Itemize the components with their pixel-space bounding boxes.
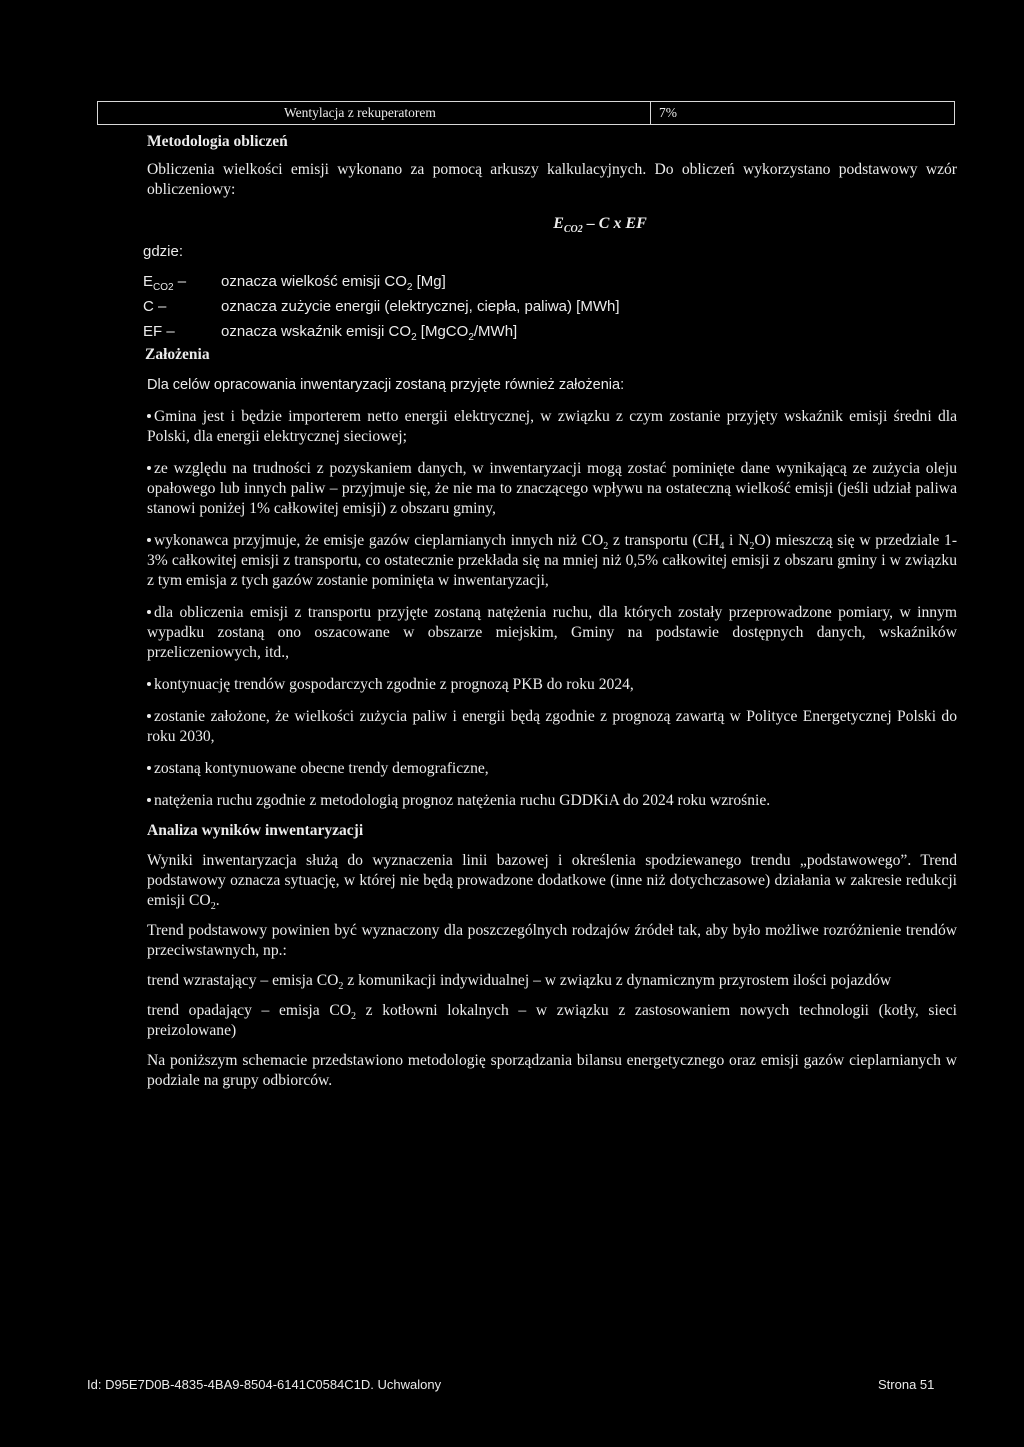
definition-text: oznacza wskaźnik emisji $CO_2$ [MgCO$_2$/MWh]	[221, 323, 518, 343]
table-divider	[650, 102, 651, 124]
definition-row	[143, 272, 957, 297]
footer-document-id: Id: D95E7D0B-4835-4BA9-8504-6141C0584C1D. Uchwalony	[87, 1377, 442, 1392]
paragraph-metodologia: Obliczenia wielkości emisji wykonano za pomocą arkuszy kalkulacyjnych. Do obliczeń wykorzystano podstawowy wzór obliczeniowy:	[147, 161, 957, 198]
definition-row	[143, 297, 957, 322]
bullet-icon	[147, 414, 151, 418]
bullet-icon	[147, 766, 151, 770]
list-item: ze względu na trudności z pozyskaniem danych, w inwentaryzacji mogą zostać pominięte dane wynikającą ze zużycia oleju opałowego lub innych paliw – przyjmuje się, że nie ma to znaczącego wpływu na ostateczną wielkość emisji (jeśli udział paliwa stanowi poniżej 1% całkowitej emisji) z obszaru gminy,	[147, 460, 957, 517]
footer-page-number: Strona 51	[878, 1377, 935, 1392]
list-item: Gmina jest i będzie importerem netto energii elektrycznej, w związku z czym zostanie przyjęty wskaźnik emisji średni dla Polski, dla energii elektrycznej sieciowej;	[147, 408, 957, 445]
definition-symbol: C –	[143, 298, 167, 315]
list-item: zostanie założone, że wielkości zużycia paliw i energii będą zgodnie z prognozą zawartą w Polityce Energetycznej Polski do roku 2030,	[147, 708, 957, 745]
heading-metodologia: Metodologia obliczeń	[147, 133, 288, 150]
definitions-list	[143, 272, 957, 347]
definition-symbol: EF –	[143, 323, 175, 340]
bullet-icon	[147, 682, 151, 686]
definition-text: oznacza wielkość emisji $CO_2$ [Mg]	[221, 273, 446, 293]
heading-analiza: Analiza wyników inwentaryzacji	[147, 822, 364, 839]
gdzie-label: gdzie:	[143, 243, 184, 260]
bullet-icon	[147, 610, 151, 614]
bullet-icon	[147, 714, 151, 718]
paragraph-analiza-2: Trend podstawowy powinien być wyznaczony dla poszczególnych rodzajów źródeł tak, aby było możliwe rozróżnienie trendów przeciwstawnych, np.:	[147, 922, 957, 959]
definition-text: oznacza zużycie energii (elektrycznej, ciepła, paliwa) [MWh]	[221, 298, 620, 315]
list-item: zostaną kontynuowane obecne trendy demograficzne,	[147, 759, 957, 779]
list-item: natężenia ruchu zgodnie z metodologią prognoz natężenia ruchu GDDKiA do 2024 roku wzrośnie.	[147, 791, 957, 811]
table-cell-label: Wentylacja z rekuperatorem	[284, 105, 436, 120]
list-item: wykonawca przyjmuje, że emisje gazów cieplarnianych innych niż $CO_2$ z transportu ($CH_4$ i $N_2O$) mieszczą się w przedziale 1-3% całkowitej emisji z transportu, co ostatecznie przekłada się na mniej niż 0,5% całkowitej emisji z obszaru gminy i w związku z tym emisja z tych gazów zostanie pominięta w inwentaryzacji,	[147, 532, 958, 589]
heading-zalozenia: Założenia	[145, 346, 210, 363]
definition-symbol: $E_{CO2}$ –	[143, 273, 187, 293]
bullet-icon	[147, 538, 151, 542]
table-row	[97, 101, 955, 125]
bullet-icon	[147, 466, 151, 470]
table-cell-value: 7%	[659, 105, 677, 120]
paragraph-trend-rising: trend wzrastający – emisja $CO_2$ z komunikacji indywidualnej – w związku z dynamicznym przyrostem ilości pojazdów	[147, 972, 892, 993]
list-item: kontynuację trendów gospodarczych zgodnie z prognozą PKB do roku 2024,	[147, 675, 957, 695]
main-content	[143, 132, 958, 1091]
paragraph-schemat: Na poniższym schemacie przedstawiono metodologię sporządzania bilansu energetycznego oraz emisji gazów cieplarnianych w podziale na grupy odbiorców.	[147, 1052, 957, 1089]
bullet-icon	[147, 798, 151, 802]
formula: $E_{CO2}$ – C x EF	[553, 215, 647, 236]
definition-row	[143, 322, 957, 347]
paragraph-zalozenia-intro: Dla celów opracowania inwentaryzacji zostaną przyjęte również założenia:	[147, 377, 625, 393]
list-item: dla obliczenia emisji z transportu przyjęte zostaną natężenia ruchu, dla których zostały przeprowadzone pomiary, w innym wypadku zostaną ono oszacowane w obszarze miejskim, Gminy na podstawie dostępnych danych, wskaźników przeliczeniowych, itd.,	[147, 604, 957, 661]
paragraph-analiza-1: Wyniki inwentaryzacja służą do wyznaczenia linii bazowej i określenia spodziewanego trendu „podstawowego”. Trend podstawowy oznacza sytuację, w której nie będą prowadzone dodatkowe (inne niż dotychczasowe) działania w zakresie redukcji emisji $CO_2$.	[147, 852, 957, 913]
paragraph-trend-falling: trend opadający – emisja $CO_2$ z kotłowni lokalnych – w związku z zastosowaniem nowych technologii (kotły, sieci preizolowane)	[147, 1002, 957, 1039]
